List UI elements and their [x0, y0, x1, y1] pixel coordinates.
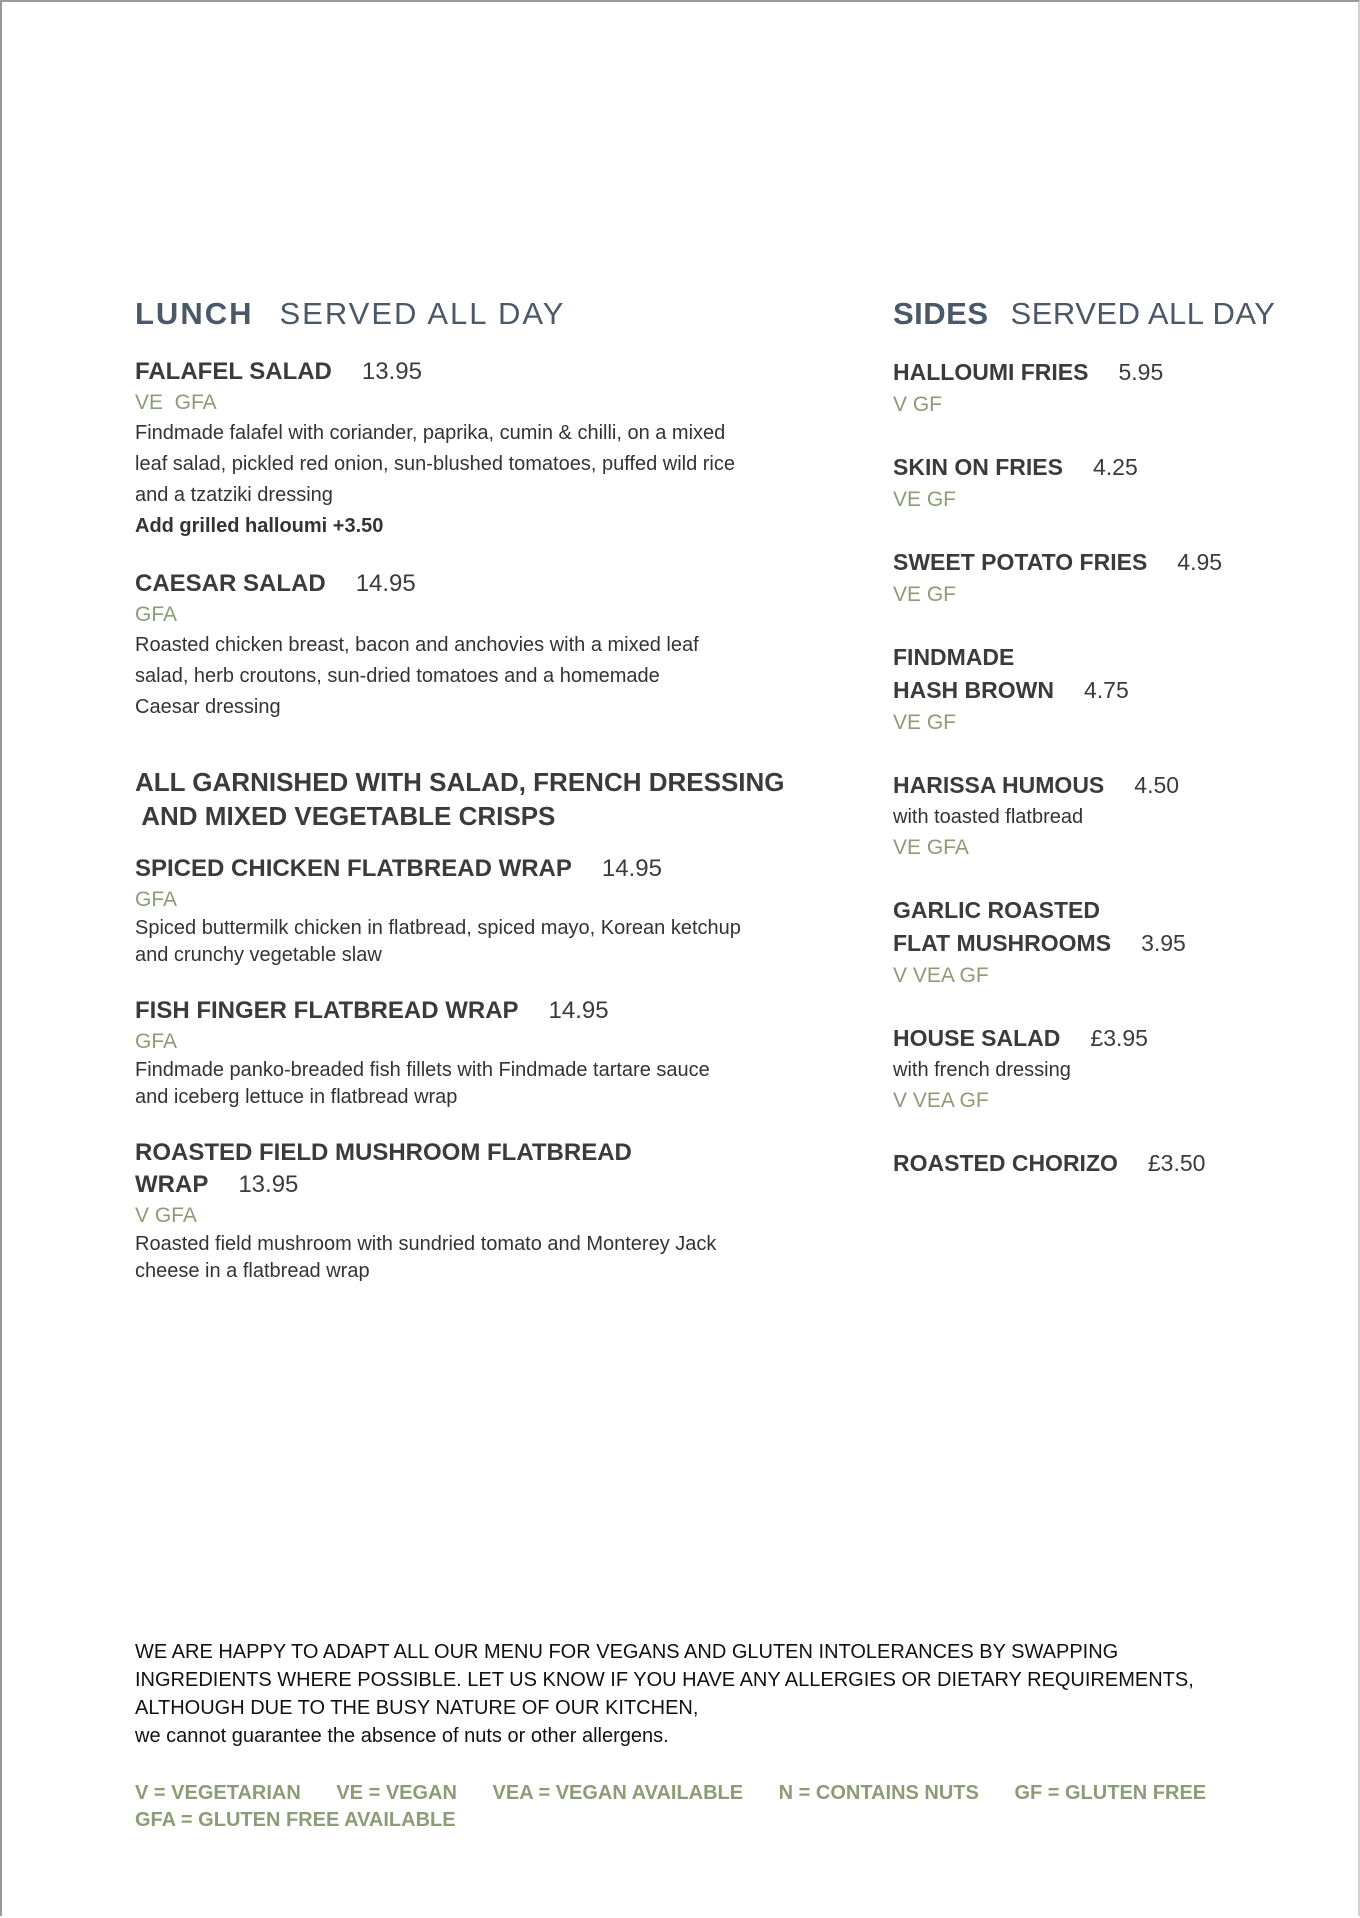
item-title — [135, 356, 795, 388]
item-name-line: FINDMADE — [893, 644, 1015, 670]
description-line: Roasted chicken breast, bacon and anchovies with a mixed leaf — [135, 634, 699, 656]
item-price: 14.95 — [601, 855, 662, 882]
description-line: and iceberg lettuce in flatbread wrap — [135, 1086, 458, 1108]
notice-line: INGREDIENTS WHERE POSSIBLE. LET US KNOW IF YOU HAVE ANY ALLERGIES OR DIETARY REQUIREMENTS, — [135, 1669, 1194, 1691]
sides-heading — [893, 296, 1293, 332]
item-note: with french dressing — [893, 1059, 1071, 1081]
item-name: SWEET POTATO FRIES — [893, 549, 1148, 575]
item-title — [135, 1137, 795, 1201]
legend-entry: GF = GLUTEN FREE — [1014, 1782, 1207, 1804]
item-description — [135, 418, 795, 511]
side-item-garlic-mushrooms — [893, 894, 1293, 992]
menu-item-spiced-chicken-wrap — [135, 853, 795, 969]
dietary-tags: GFA — [135, 603, 178, 626]
item-title — [135, 568, 795, 600]
lunch-subtitle: SERVED ALL DAY — [279, 296, 566, 331]
description-line: Findmade panko-breaded fish fillets with Findmade tartare sauce — [135, 1059, 710, 1081]
item-price: 13.95 — [238, 1171, 299, 1198]
dietary-tags: GFA — [135, 1030, 178, 1053]
item-title — [893, 641, 1293, 707]
item-price: 5.95 — [1118, 359, 1164, 385]
item-name-line: GARLIC ROASTED — [893, 897, 1100, 923]
description-line: salad, herb croutons, sun-dried tomatoes and a homemade — [135, 665, 660, 687]
description-line: and crunchy vegetable slaw — [135, 944, 382, 966]
item-description — [135, 1057, 795, 1111]
item-note: with toasted flatbread — [893, 806, 1084, 828]
item-price: 4.25 — [1092, 454, 1138, 480]
item-name: CAESAR SALAD — [135, 570, 326, 597]
item-description — [135, 1231, 795, 1285]
description-line: Roasted field mushroom with sundried tomato and Monterey Jack — [135, 1233, 717, 1255]
item-price: 4.95 — [1177, 549, 1223, 575]
item-title — [893, 546, 1293, 579]
legend-entry: VE = VEGAN — [336, 1782, 457, 1804]
item-price: 13.95 — [361, 358, 422, 385]
dietary-tags: VE GFA — [893, 836, 969, 859]
side-item-halloumi-fries — [893, 356, 1293, 421]
item-price: £3.50 — [1147, 1150, 1206, 1176]
dietary-tags: VE GF — [893, 711, 957, 734]
side-item-skin-on-fries — [893, 451, 1293, 516]
item-title — [893, 894, 1293, 960]
side-item-house-salad — [893, 1022, 1293, 1117]
item-name: SKIN ON FRIES — [893, 454, 1063, 480]
side-item-hash-brown — [893, 641, 1293, 739]
description-line: cheese in a flatbread wrap — [135, 1260, 370, 1282]
item-name-line: HASH BROWN — [893, 677, 1054, 703]
garnish-line: ALL GARNISHED WITH SALAD, FRENCH DRESSING — [135, 767, 785, 797]
item-description — [135, 630, 795, 723]
sides-title: SIDES — [893, 296, 989, 331]
side-item-roasted-chorizo — [893, 1147, 1293, 1180]
menu-item-mushroom-wrap — [135, 1137, 795, 1285]
garnish-heading — [135, 765, 795, 833]
dietary-tags: VE GF — [893, 583, 957, 606]
item-addon: Add grilled halloumi +3.50 — [135, 515, 384, 537]
dietary-tags: VE GFA — [135, 391, 217, 414]
allergen-notice — [135, 1638, 1235, 1750]
menu-item-fish-finger-wrap — [135, 995, 795, 1111]
item-name: HARISSA HUMOUS — [893, 772, 1105, 798]
lunch-title: LUNCH — [135, 296, 254, 331]
legend-entry: VEA = VEGAN AVAILABLE — [492, 1782, 744, 1804]
item-name: FISH FINGER FLATBREAD WRAP — [135, 997, 519, 1024]
item-price: 4.75 — [1084, 677, 1129, 703]
item-title — [135, 995, 795, 1027]
dietary-tags: V VEA GF — [893, 1089, 989, 1112]
item-price: 4.50 — [1134, 772, 1180, 798]
description-line: Caesar dressing — [135, 696, 281, 718]
item-name: FALAFEL SALAD — [135, 358, 332, 385]
item-price: £3.95 — [1090, 1025, 1148, 1051]
description-line: leaf salad, pickled red onion, sun-blushed tomatoes, puffed wild rice — [135, 453, 735, 475]
dietary-legend — [135, 1780, 1235, 1834]
item-title — [893, 356, 1293, 389]
dietary-tags: VE GF — [893, 488, 957, 511]
item-title — [893, 1022, 1293, 1055]
item-name: SPICED CHICKEN FLATBREAD WRAP — [135, 855, 572, 882]
legend-entry: N = CONTAINS NUTS — [778, 1782, 979, 1804]
notice-line: WE ARE HAPPY TO ADAPT ALL OUR MENU FOR VEGANS AND GLUTEN INTOLERANCES BY SWAPPING — [135, 1641, 1119, 1663]
description-line: Findmade falafel with coriander, paprika, cumin & chilli, on a mixed — [135, 422, 726, 444]
item-name: ROASTED CHORIZO — [893, 1150, 1118, 1176]
notice-line: we cannot guarantee the absence of nuts or other allergens. — [135, 1725, 669, 1747]
legend-entry: V = VEGETARIAN — [135, 1782, 301, 1804]
dietary-tags: V GFA — [135, 1204, 197, 1227]
item-title — [893, 769, 1293, 802]
garnish-line: AND MIXED VEGETABLE CRISPS — [135, 801, 556, 831]
item-description — [135, 915, 795, 969]
menu-item-caesar-salad — [135, 568, 795, 723]
legend-entry: GFA = GLUTEN FREE AVAILABLE — [135, 1809, 456, 1831]
item-title — [893, 451, 1293, 484]
menu-item-falafel-salad — [135, 356, 795, 542]
sides-column — [893, 296, 1293, 1210]
item-title — [893, 1147, 1293, 1180]
item-title — [135, 853, 795, 885]
dietary-tags: V GF — [893, 393, 943, 416]
side-item-harissa-humous — [893, 769, 1293, 864]
side-item-sweet-potato-fries — [893, 546, 1293, 611]
lunch-column — [135, 296, 795, 1311]
item-name: ROASTED FIELD MUSHROOM FLATBREAD WRAP — [135, 1139, 632, 1198]
allergen-footer — [135, 1638, 1235, 1834]
dietary-tags: GFA — [135, 888, 178, 911]
item-name: HOUSE SALAD — [893, 1025, 1061, 1051]
description-line: and a tzatziki dressing — [135, 484, 333, 506]
description-line: Spiced buttermilk chicken in flatbread, spiced mayo, Korean ketchup — [135, 917, 741, 939]
item-name-line: FLAT MUSHROOMS — [893, 930, 1112, 956]
dietary-tags: V VEA GF — [893, 964, 989, 987]
item-name: HALLOUMI FRIES — [893, 359, 1089, 385]
notice-line: ALTHOUGH DUE TO THE BUSY NATURE OF OUR KITCHEN, — [135, 1697, 699, 1719]
item-price: 14.95 — [548, 997, 609, 1024]
item-price: 14.95 — [355, 570, 416, 597]
sides-subtitle: SERVED ALL DAY — [1010, 296, 1276, 331]
item-price: 3.95 — [1141, 930, 1186, 956]
lunch-heading — [135, 296, 795, 332]
